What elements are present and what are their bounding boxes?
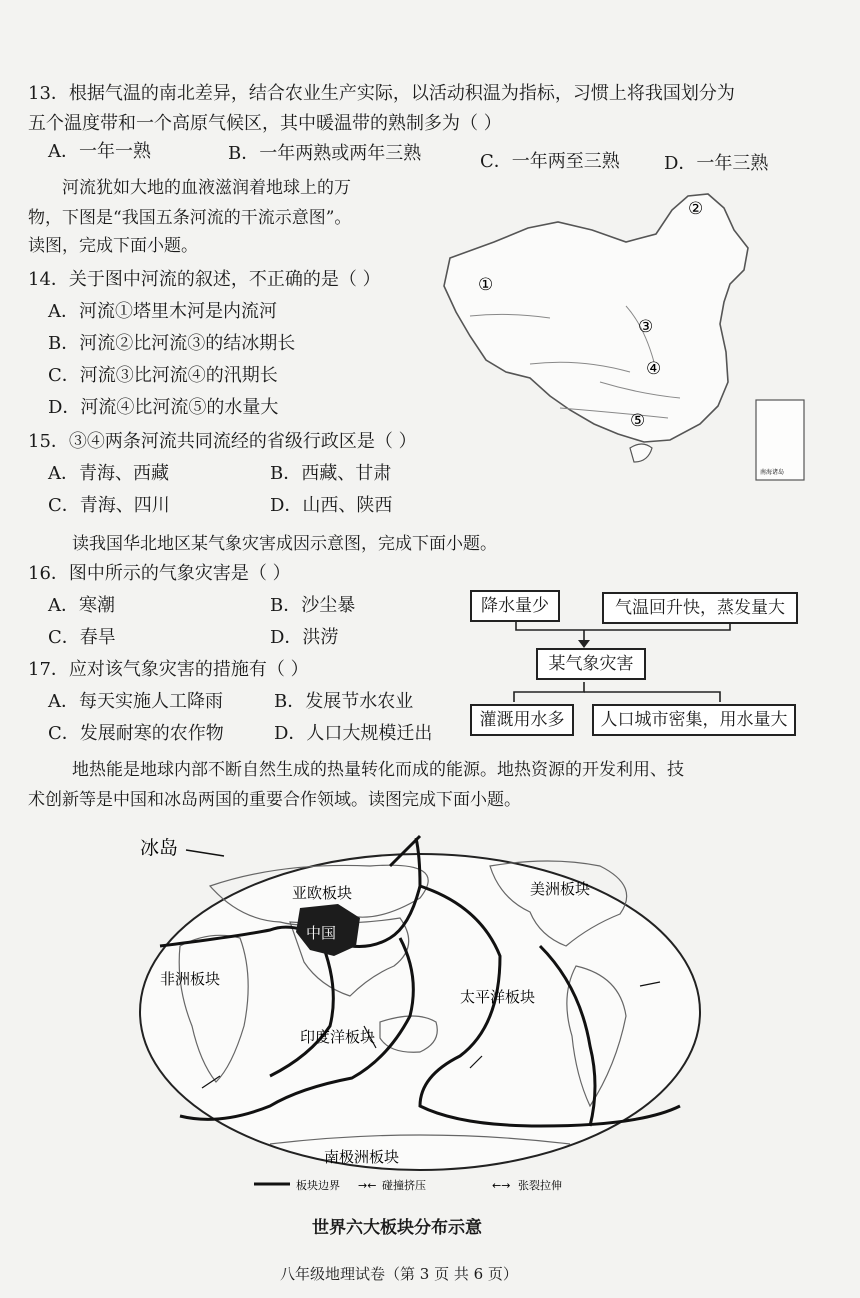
river-marker-4: ④ [646, 359, 662, 379]
q13-stem-line1: 13．根据气温的南北差异，结合农业生产实际，以活动积温为指标，习惯上将我国划分为 [28, 83, 735, 104]
q14-option-d[interactable]: D．河流④比河流⑤的水量大 [48, 397, 279, 418]
flowchart-box-irrigation: 灌溉用水多 [470, 704, 574, 736]
q16-option-a[interactable]: A．寒潮 [48, 595, 115, 616]
rivers-intro-line3: 读图，完成下面小题。 [28, 236, 198, 256]
river-marker-5: ⑤ [630, 411, 646, 431]
iceland-pointer [186, 850, 224, 856]
legend-collision-arrow: →← [358, 1179, 377, 1192]
q17-option-a[interactable]: A．每天实施人工降雨 [48, 691, 223, 712]
q13-option-b[interactable]: B．一年两熟或两年三熟 [228, 143, 422, 164]
q17-option-c[interactable]: C．发展耐寒的农作物 [48, 723, 224, 744]
q14-option-c[interactable]: C．河流③比河流④的汛期长 [48, 365, 278, 386]
q15-option-d[interactable]: D．山西、陕西 [270, 495, 393, 516]
q13-option-c[interactable]: C．一年两至三熟 [480, 151, 620, 172]
plate-label-eurasian: 亚欧板块 [292, 884, 353, 902]
plate-label-pacific: 太平洋板块 [460, 988, 536, 1006]
q15-option-a[interactable]: A．青海、西藏 [48, 463, 169, 484]
hainan-island [630, 444, 652, 462]
q14-option-a[interactable]: A．河流①塔里木河是内流河 [48, 301, 277, 322]
geothermal-intro-line2: 术创新等是中国和冰岛两国的重要合作领域。读图完成下面小题。 [28, 790, 521, 810]
river-marker-1: ① [478, 275, 494, 295]
q16-option-c[interactable]: C．春旱 [48, 627, 116, 648]
q14-stem: 14．关于图中河流的叙述，不正确的是（ ） [28, 269, 381, 290]
inset-label: 南海诸岛 [760, 469, 785, 476]
page-footer: 八年级地理试卷（第 3 页 共 6 页） [280, 1265, 518, 1283]
geothermal-intro-line1: 地热能是地球内部不断自然生成的热量转化而成的能源。地热资源的开发利用、技 [72, 760, 684, 780]
q15-stem: 15．③④两条河流共同流经的省级行政区是（ ） [28, 431, 417, 452]
china-outline [444, 194, 748, 442]
plate-label-african: 非洲板块 [160, 970, 221, 988]
plate-label-american: 美洲板块 [530, 880, 591, 898]
legend-rift: 张裂拉伸 [518, 1179, 562, 1192]
q17-stem: 17．应对该气象灾害的措施有（ ） [28, 659, 309, 680]
flowchart-box-urban-water: 人口城市密集，用水量大 [592, 704, 796, 736]
q16-stem: 16．图中所示的气象灾害是（ ） [28, 563, 291, 584]
world-plates-map [120, 826, 720, 1206]
q16-option-b[interactable]: B．沙尘暴 [270, 595, 356, 616]
plate-label-antarctic: 南极洲板块 [324, 1148, 400, 1166]
plate-label-indian: 印度洋板块 [300, 1028, 376, 1046]
q13-option-d[interactable]: D．一年三熟 [664, 153, 769, 174]
legend-rift-arrow: ←→ [492, 1179, 511, 1192]
legend-collision: 碰撞挤压 [382, 1179, 426, 1192]
rivers-intro-line1: 河流犹如大地的血液滋润着地球上的万 [62, 178, 351, 198]
river-marker-3: ③ [638, 317, 654, 337]
rivers-intro-line2: 物，下图是“我国五条河流的干流示意图”。 [28, 208, 352, 228]
china-label: 中国 [306, 924, 337, 942]
world-map-caption: 世界六大板块分布示意 [312, 1218, 482, 1238]
q17-option-d[interactable]: D．人口大规模迁出 [274, 723, 433, 744]
q13-stem-line2: 五个温度带和一个高原气候区，其中暖温带的熟制多为（ ） [28, 113, 502, 134]
china-rivers-map [430, 186, 810, 486]
south-sea-inset [756, 400, 804, 480]
q15-option-b[interactable]: B．西藏、甘肃 [270, 463, 392, 484]
q15-option-c[interactable]: C．青海、四川 [48, 495, 170, 516]
q16-option-d[interactable]: D．洪涝 [270, 627, 339, 648]
river-marker-2: ② [688, 199, 704, 219]
q13-option-a[interactable]: A．一年一熟 [48, 141, 151, 162]
legend-boundary: 板块边界 [296, 1179, 340, 1192]
flowchart-box-low-precipitation: 降水量少 [470, 590, 560, 622]
q17-option-b[interactable]: B．发展节水农业 [274, 691, 414, 712]
flowchart-box-disaster: 某气象灾害 [536, 648, 646, 680]
iceland-label: 冰岛 [140, 837, 179, 859]
flowchart-box-temperature-rise: 气温回升快，蒸发量大 [602, 592, 798, 624]
disaster-intro: 读我国华北地区某气象灾害成因示意图，完成下面小题。 [72, 534, 497, 554]
q14-option-b[interactable]: B．河流②比河流③的结冰期长 [48, 333, 296, 354]
